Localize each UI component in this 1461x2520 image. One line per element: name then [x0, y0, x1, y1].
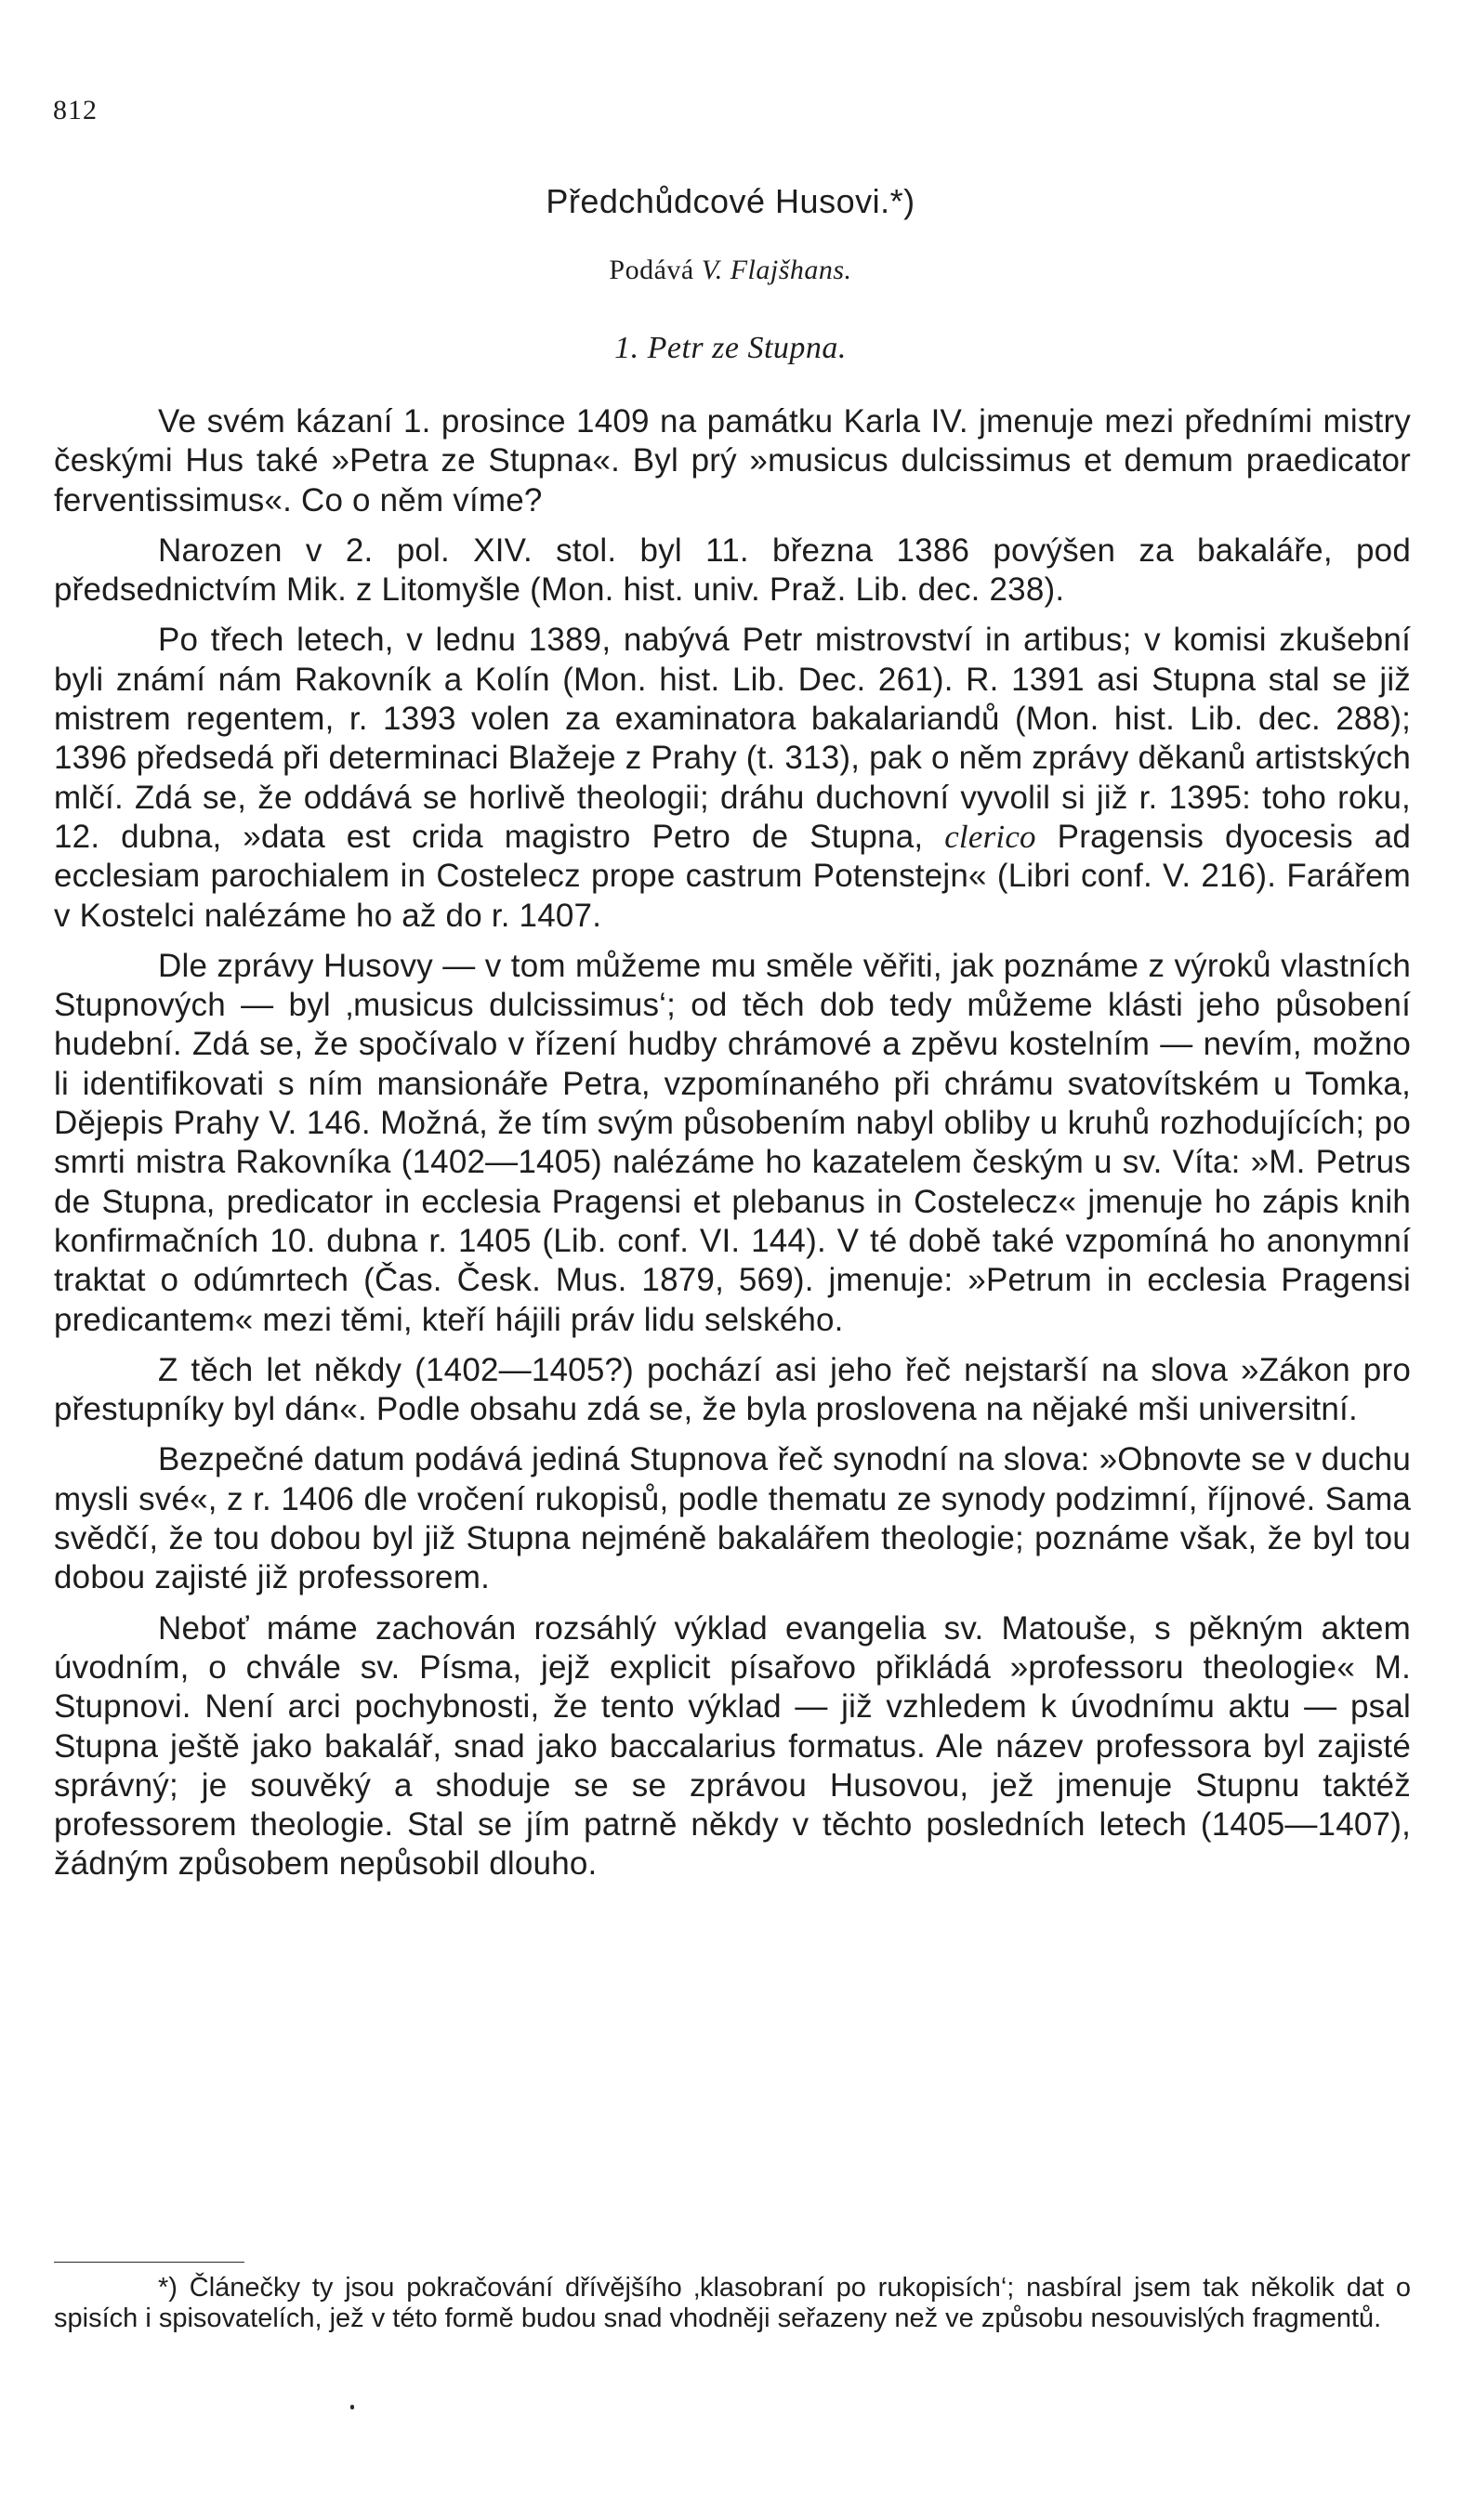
print-speck [350, 2405, 354, 2409]
paragraph-6: Bezpečné datum podává jediná Stupnova řeč synodní na slova: »Obnovte se v duchu mysli své«, z r. 1406 dle vročení rukopisů, podle thematu ze synody podzimní, říjnové. Sama svědčí, že tou dobou byl již Stupna nejméně bakalářem theologie; poznáme však, že byl tou dobou zajisté již professorem. [54, 1441, 1411, 1596]
paragraph-3-part-2: Pragensis dyocesis ad ecclesiam parochialem in Costelecz prope castrum Potenstejn« (Libri conf. V. 216). Farářem v Kostelci nalézáme ho až do r. 1407. [54, 818, 1412, 934]
paragraph-7: Neboť máme zachován rozsáhlý výklad evangelia sv. Matouše, s pěkným aktem úvodním, o chvále sv. Písma, jejž explicit písařovo přikládá »professoru theologie« M. Stupnovi. Není arci pochybnosti, že tento výklad — již vzhledem k úvodnímu aktu — psal Stupna ještě jako bakalář, snad jako baccalarius formatus. Ale název professora byl zajisté správný; je souvěký a shoduje se se zprávou Husovou, jež jmenuje Stupnu taktéž professorem theologie. Stal se jím patrně někdy v těchto posledních letech (1405—1407), žádným způsobem nepůsobil dlouho. [54, 1609, 1411, 1883]
byline-author: V. Flajšhans. [701, 255, 852, 285]
paragraph-4: Dle zprávy Husovy — v tom můžeme mu směle věřiti, jak poznáme z výroků vlastních Stupnových — byl ‚musicus dulcissimus‘; od těch dob tedy můžeme klásti jeho působení hudební. Zdá se, že spočívalo v řízení hudby chrámové a zpěvu kostelním — nevím, možno li identifikovati s ním mansionáře Petra, vzpomínaného při chrámu svatovítském u Tomka, Dějepis Prahy V. 146. Možná, že tím svým působením nabyl obliby u kruhů rozhodujících; po smrti mistra Rakovníka (1402—1405) nalézáme ho kazatelem českým u sv. Víta: »M. Petrus de Stupna, predicator in ecclesia Pragensi et plebanus in Costelecz« jmenuje ho zápis knih konfirmačních 10. dubna r. 1405 (Lib. conf. VI. 144). V té době také vzpomíná ho anonymní traktat o odúmrtech (Čas. Česk. Mus. 1879, 569). jmenuje: »Petrum in ecclesia Pragensi predicantem« mezi těmi, kteří hájili práv lidu selského. [54, 947, 1411, 1338]
paragraph-3 [54, 621, 1411, 935]
paragraph-3-italic-word: clerico [944, 818, 1036, 855]
paragraph-1: Ve svém kázaní 1. prosince 1409 na památku Karla IV. jmenuje mezi předními mistry českými Hus také »Petra ze Stupna«. Byl prý »musicus dulcissimus et demum praedicator ferventissimus«. Co o něm víme? [54, 403, 1411, 518]
paragraph-3-part-1: Po třech letech, v lednu 1389, nabývá Petr mistrovství in artibus; v komisi zkušební byli známí nám Rakovník a Kolín (Mon. hist. Lib. Dec. 261). R. 1391 asi Stupna stal se již mistrem regentem, r. 1393 volen za examinatora bakalariandů (Mon. hist. Lib. dec. 288); 1396 předsedá při determinaci Blažeje z Prahy (t. 313), pak o něm zprávy děkanů artistských mlčí. Zdá se, že oddává se horlivě theologii; dráhu duchovní vyvolil si již r. 1395: toho roku, 12. dubna, »data est crida magistro Petro de Stupna, [54, 622, 1411, 855]
page-title: Předchůdcové Husovi.*) [546, 182, 915, 220]
byline [0, 255, 1461, 286]
footnote-divider [54, 2262, 244, 2263]
paragraph-5: Z těch let někdy (1402—1405?) pochází asi jeho řeč nejstarší na slova »Zákon pro přestupníky byl dán«. Podle obsahu zdá se, že byla proslovena na nějaké mši universitní. [54, 1351, 1411, 1428]
page-number: 812 [53, 95, 98, 125]
byline-prefix: Podává [609, 255, 694, 285]
article-body [54, 402, 1411, 1884]
paragraph-2: Narozen v 2. pol. XIV. stol. byl 11. března 1386 povýšen za bakaláře, pod předsednictvím Mik. z Litomyšle (Mon. hist. univ. Praž. Lib. dec. 238). [54, 532, 1411, 609]
section-heading: 1. Petr ze Stupna. [614, 331, 847, 365]
footnote: *) Článečky ty jsou pokračování dřívějšího ‚klasobraní po rukopisích‘; nasbíral jsem tak několik dat o spisích i spisovatelích, jež v této formě budou snad vhodněji seřazeny než ve způsobu nesouvislých fragmentů. [54, 2273, 1411, 2333]
